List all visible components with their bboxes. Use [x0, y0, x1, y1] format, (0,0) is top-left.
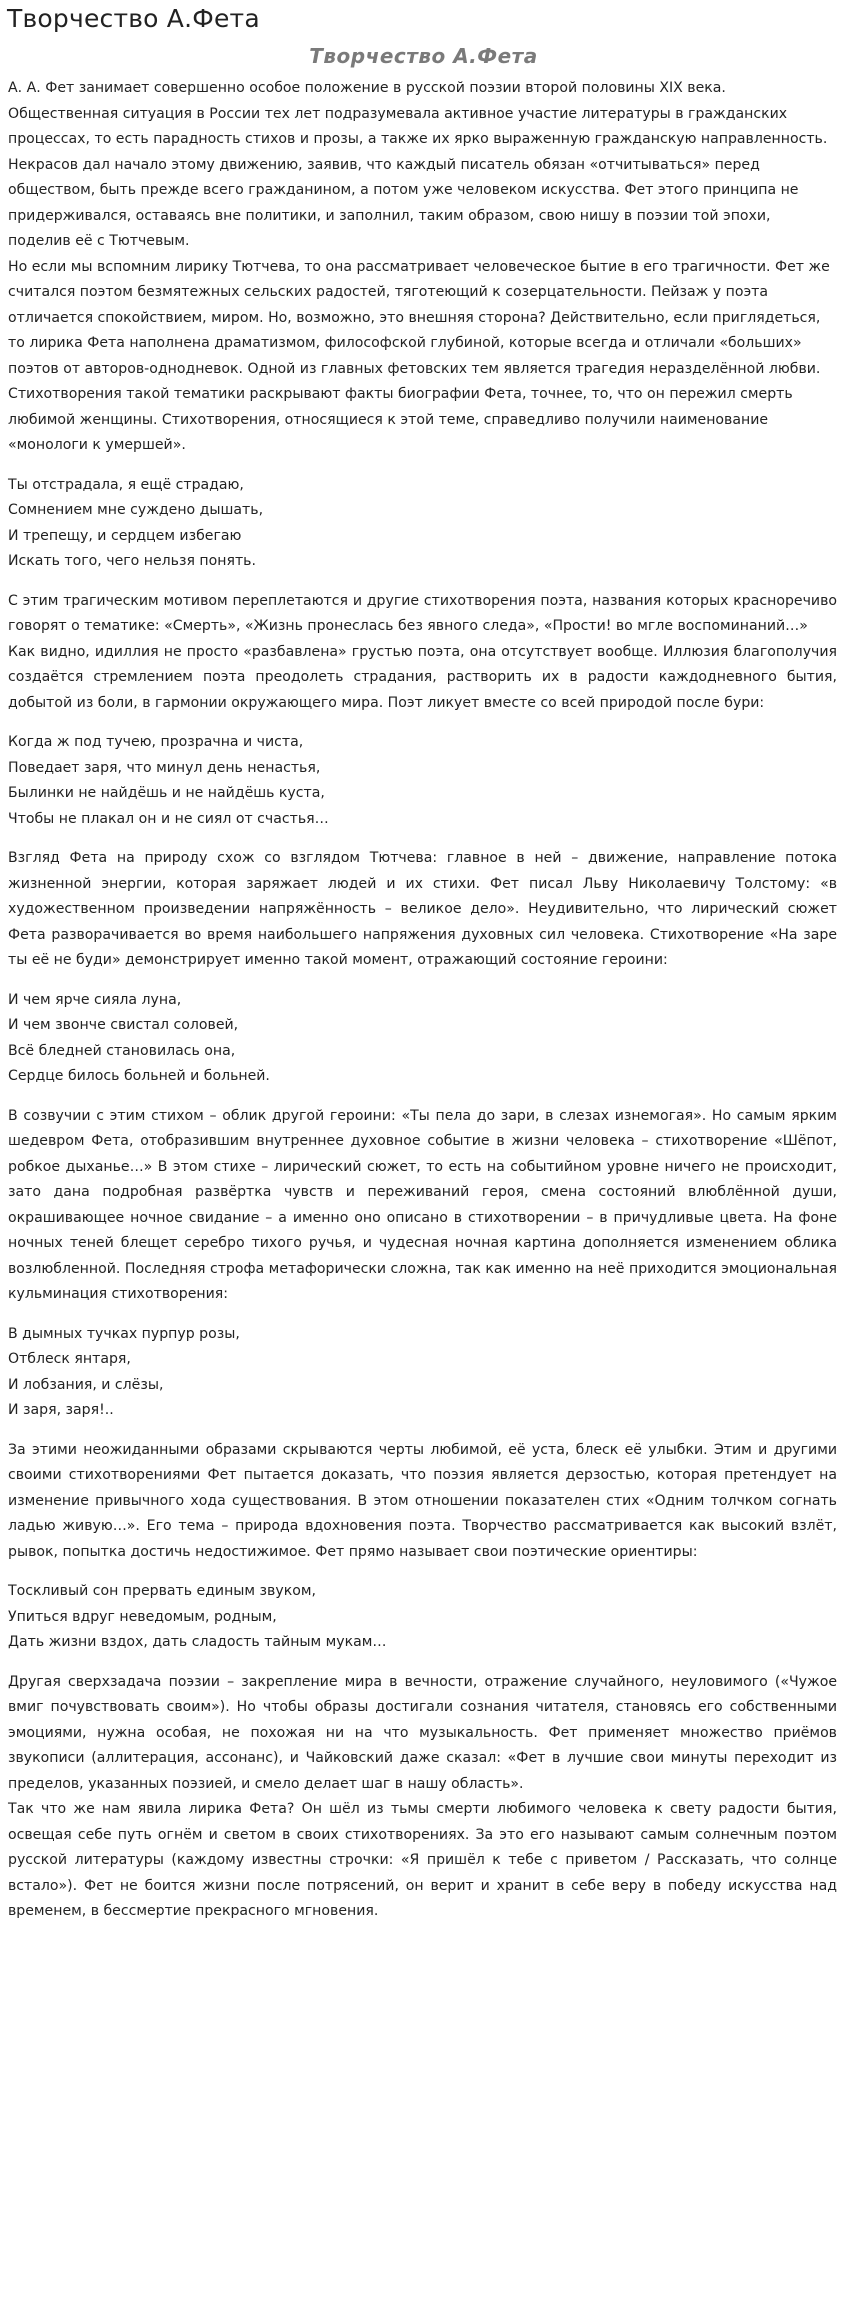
article-body: [8, 76, 837, 1925]
verse-line: Сердце билось больней и больней.: [8, 1068, 270, 1084]
verse-3: [8, 988, 837, 1090]
paragraph-9: Так что же нам явила лирика Фета? Он шёл из тьмы смерти любимого человека к свету радости бытия, освещая себе путь огнём и светом в своих стихотворениях. За это его называют самым солнечным поэтом русской литературы (каждому известны строчки: «Я пришёл к тебе с приветом / Рассказать, что солнце встало»). Фет не боится жизни после потрясений, он верит и хранит в себе веру в победу искусства над временем, в бессмертие прекрасного мгновения.: [8, 1801, 837, 1919]
verse-2: [8, 730, 837, 832]
verse-line: И заря, заря!..: [8, 1402, 114, 1418]
page-title: Творчество А.Фета: [7, 4, 260, 33]
verse-line: Сомнением мне суждено дышать,: [8, 502, 264, 518]
article-heading: Творчество А.Фета: [309, 44, 538, 68]
verse-1: [8, 473, 837, 575]
paragraph-6: В созвучии с этим стихом – облик другой героини: «Ты пела до зари, в слезах изнемогая». Но самым ярким шедевром Фета, отобразившим внутреннее духовное событие в жизни человека – стихотворение «Шёпот, робкое дыханье…» В этом стихе – лирический сюжет, то есть на событийном уровне ничего не происходит, зато дана подробная развёртка чувств и переживаний героя, смена состояний влюблённой души, окрашивающее ночное свидание – а именно оно описано в стихотворении – в причудливые цвета. На фоне ночных теней блещет серебро тихого ручья, и чудесная ночная картина дополняется изменением облика возлюбленной. Последняя строфа метафорически сложна, так как именно на неё приходится эмоциональная кульминация стихотворения:: [8, 1107, 837, 1302]
paragraph-4: Как видно, идиллия не просто «разбавлена» грустью поэта, она отсутствует вообще. Иллюзия благополучия создаётся стремлением поэта преодолеть страдания, растворить их в радости каждодневного бытия, добытой из боли, в гармонии окружающего мира. Поэт ликует вместе со всей природой после бури:: [8, 643, 837, 711]
verse-line: В дымных тучках пурпур розы,: [8, 1325, 240, 1342]
verse-line: Дать жизни вздох, дать сладость тайным мукам…: [8, 1634, 387, 1650]
verse-line: Искать того, чего нельзя понять.: [8, 553, 256, 569]
verse-line: И трепещу, и сердцем избегаю: [8, 527, 242, 544]
paragraph-2: Но если мы вспомним лирику Тютчева, то она рассматривает человеческое бытие в его трагичности. Фет же считался поэтом безмятежных сельских радостей, тяготеющий к созерцательности. Пейзаж у поэта отличается спокойствием, миром. Но, возможно, это внешняя сторона? Действительно, если приглядеться, то лирика Фета наполнена драматизмом, философской глубиной, которые всегда и отличали «больших» поэтов от авторов-однодневок. Одной из главных фетовских тем является трагедия неразделённой любви. Стихотворения такой тематики раскрывают факты биографии Фета, точнее, то, что он пережил смерть любимой женщины. Стихотворения, относящиеся к этой теме, справедливо получили наименование «монологи к умершей».: [8, 258, 830, 453]
verse-line: Чтобы не плакал он и не сиял от счастья…: [8, 810, 329, 827]
verse-line: Тоскливый сон прервать единым звуком,: [8, 1583, 316, 1599]
verse-line: Отблеск янтаря,: [8, 1351, 131, 1367]
verse-line: И лобзания, и слёзы,: [8, 1376, 164, 1393]
verse-line: Всё бледней становилась она,: [8, 1042, 236, 1059]
verse-line: Когда ж под тучею, прозрачна и чиста,: [8, 734, 304, 750]
verse-line: Былинки не найдёшь и не найдёшь куста,: [8, 785, 325, 801]
verse-5: [8, 1579, 837, 1656]
verse-line: Поведает заря, что минул день ненастья,: [8, 759, 321, 776]
verse-line: Ты отстрадала, я ещё страдаю,: [8, 476, 244, 493]
verse-line: Упиться вдруг неведомым, родным,: [8, 1608, 277, 1625]
paragraph-3: С этим трагическим мотивом переплетаются и другие стихотворения поэта, названия которых красноречиво говорят о тематике: «Смерть», «Жизнь пронеслась без явного следа», «Прости! во мгле воспоминаний…»: [8, 592, 837, 634]
paragraph-5: Взгляд Фета на природу схож со взглядом Тютчева: главное в ней – движение, направление потока жизненной энергии, которая заряжает людей и их стихи. Фет писал Льву Николаевичу Толстому: «в художественном произведении напряжённость – великое дело». Неудивительно, что лирический сюжет Фета разворачивается во время наибольшего напряжения духовных сил человека. Стихотворение «На заре ты её не буди» демонстрирует именно такой момент, отражающий состояние героини:: [8, 850, 837, 968]
verse-line: И чем ярче сияла луна,: [8, 991, 182, 1008]
verse-line: И чем звонче свистал соловей,: [8, 1017, 239, 1033]
paragraph-7: За этими неожиданными образами скрываются черты любимой, её уста, блеск её улыбки. Этим и другими своими стихотворениями Фет пытается доказать, что поэзия является дерзостью, которая претендует на изменение привычного хода существования. В этом отношении показателен стих «Одним толчком согнать ладью живую…». Его тема – природа вдохновения поэта. Творчество рассматривается как высокий взлёт, рывок, попытка достичь недостижимое. Фет прямо называет свои поэтические ориентиры:: [8, 1441, 837, 1560]
paragraph-8: Другая сверхзадача поэзии – закрепление мира в вечности, отражение случайного, неуловимого («Чужое вмиг почувствовать своим»). Но чтобы образы достигали сознания читателя, становясь его собственными эмоциями, нужна особая, не похожая ни на что музыкальность. Фет применяет множество приёмов звукописи (аллитерация, ассонанс), и Чайковский даже сказал: «Фет в лучшие свои минуты переходит из пределов, указанных поэзией, и смело делает шаг в нашу область».: [8, 1673, 837, 1792]
paragraph-1: А. А. Фет занимает совершенно особое положение в русской поэзии второй половины XIX века. Общественная ситуация в России тех лет подразумевала активное участие литературы в гражданских процессах, то есть парадность стихов и прозы, а также их ярко выраженную гражданскую направленность. Некрасов дал начало этому движению, заявив, что каждый писатель обязан «отчитываться» перед обществом, быть прежде всего гражданином, а потом уже человеком искусства. Фет этого принципа не придерживался, оставаясь вне политики, и заполнил, таким образом, свою нишу в поэзии той эпохи, поделив её с Тютчевым.: [8, 80, 828, 249]
verse-4: [8, 1322, 837, 1424]
